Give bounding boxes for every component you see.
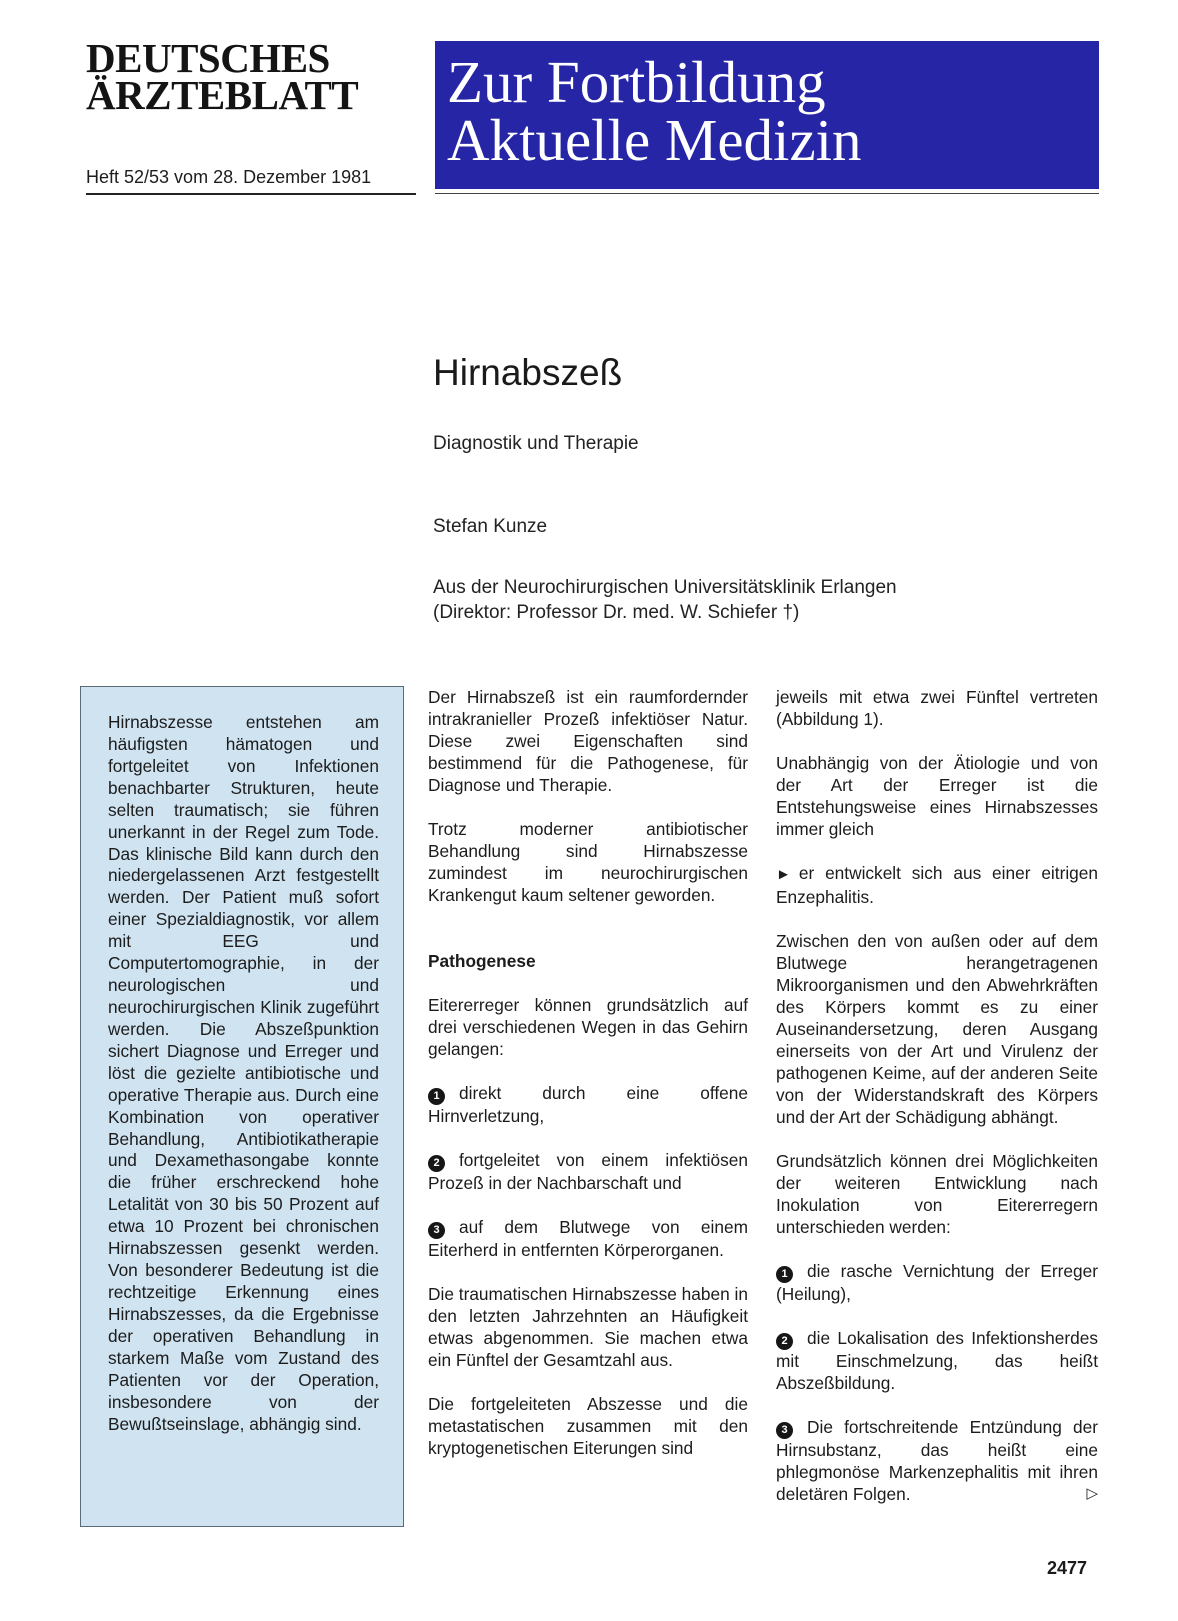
paragraph: Der Hirnabszeß ist ein raumfordernder intrakranieller Prozeß infektiöser Natur. Diese zwei Eigenschaften sind bestimmend für die Pathogenese, für Diagnose und Therapie. (428, 687, 748, 795)
body-column-2 (776, 686, 1098, 1527)
list-item (428, 1149, 748, 1194)
highlight-text: er entwickelt sich aus einer eitrigen Enzephalitis. (776, 863, 1098, 907)
continue-arrow-icon: ▷ (1086, 1485, 1098, 1502)
number-badge-icon: 1 (428, 1088, 445, 1105)
arrow-right-icon: ► (776, 866, 791, 883)
article-author: Stefan Kunze (433, 516, 548, 537)
number-badge-icon: 1 (776, 1266, 793, 1283)
page-number: 2477 (1047, 1558, 1088, 1578)
article-title: Hirnabszeß (433, 352, 623, 393)
journal-logo (86, 35, 416, 118)
list-item-text: die Lokalisation des Infektionsherdes mit Einschmelzung, das heißt Abszeßbildung. (776, 1328, 1098, 1393)
affiliation-line1: Aus der Neurochirurgischen Universitätsklinik Erlangen (433, 577, 897, 598)
header-rule-right (435, 193, 1099, 194)
banner-line1: Zur Fortbildung (447, 49, 826, 115)
list-item-text: Die fortschreitende Entzündung der Hirnsubstanz, das heißt eine phlegmonöse Markenzephalitis mit ihren deletären Folgen. (776, 1417, 1098, 1504)
paragraph: Die traumatischen Hirnabszesse haben in den letzten Jahrzehnten an Häufigkeit etwas abgenommen. Sie machen etwa ein Fünftel der Gesamtzahl aus. (428, 1284, 748, 1370)
article-subtitle: Diagnostik und Therapie (433, 433, 639, 454)
number-badge-icon: 2 (428, 1155, 445, 1172)
banner-line2: Aktuelle Medizin (447, 107, 862, 173)
paragraph: Die fortgeleiteten Abszesse und die metastatischen zusammen mit den kryptogenetischen Eiterungen sind (428, 1394, 748, 1458)
issue-info: Heft 52/53 vom 28. Dezember 1981 (86, 167, 372, 187)
affiliation-line2: (Direktor: Professor Dr. med. W. Schiefer †) (433, 602, 800, 623)
abstract-box (80, 686, 404, 1527)
body-column-1 (428, 686, 748, 1481)
list-item (776, 1327, 1098, 1394)
abstract-text: Hirnabszesse entstehen am häufigsten hämatogen und fortgeleitet von Infektionen benachbarter Strukturen, heute selten traumatisch; sie führen unerkannt in der Regel zum Tode. Das klinische Bild kann durch den niedergelassenen Arzt festgestellt werden. Der Patient muß sofort einer Spezialdiagnostik, vor allem mit EEG und Computertomographie, in der neurologischen und neurochirurgischen Klinik zugeführt werden. Die Abszeßpunktion sichert Diagnose und Erreger und löst die gezielte antibiotische und operative Therapie aus. Durch eine Kombination von operativer Behandlung, Antibiotikatherapie und Dexamethasongabe konnte die früher erschreckend hohe Letalität von 30 bis 50 Prozent auf etwa 10 Prozent bei chronischen Hirnabszessen gesenkt werden. Von besonderer Bedeutung ist die rechtzeitige Erkennung eines Hirnabszesses, da die Ergebnisse der operativen Behandlung in starkem Maße vom Zustand des Patienten vor der Operation, insbesondere von der Bewußtseinslage, abhängig sind. (108, 712, 379, 1434)
paragraph: Eitererreger können grundsätzlich auf drei verschiedenen Wegen in das Gehirn gelangen: (428, 995, 748, 1059)
number-badge-icon: 3 (428, 1222, 445, 1239)
list-item (428, 1216, 748, 1261)
journal-name-line1: DEUTSCHES (86, 35, 330, 81)
list-item (428, 1082, 748, 1127)
section-heading: Pathogenese (428, 951, 536, 971)
number-badge-icon: 2 (776, 1333, 793, 1350)
list-item-text: direkt durch eine offene Hirnverletzung, (428, 1083, 748, 1126)
number-badge-icon: 3 (776, 1422, 793, 1439)
section-banner (435, 41, 1099, 189)
header-rule-left (86, 193, 416, 195)
journal-name-line2: ÄRZTEBLATT (86, 72, 359, 118)
list-item (776, 1416, 1098, 1505)
list-item (776, 1260, 1098, 1305)
paragraph: Unabhängig von der Ätiologie und von der Art der Erreger ist die Entstehungsweise eines Hirnabszesses immer gleich (776, 753, 1098, 839)
highlight-item (776, 862, 1098, 908)
paragraph: Zwischen den von außen oder auf dem Blutwege herangetragenen Mikroorganismen und den Abwehrkräften des Körpers kommt es zu einer Auseinandersetzung, deren Ausgang einerseits von der Art und Virulenz der pathogenen Keime, auf der anderen Seite von der Widerstandskraft des Körpers und der Art der Schädigung abhängt. (776, 931, 1098, 1127)
paragraph: Grundsätzlich können drei Möglichkeiten der weiteren Entwicklung nach Inokulation von Eitererregern unterschieden werden: (776, 1151, 1098, 1237)
list-item-text: auf dem Blutwege von einem Eiterherd in entfernten Körperorganen. (428, 1217, 748, 1260)
list-item-text: fortgeleitet von einem infektiösen Prozeß in der Nachbarschaft und (428, 1150, 748, 1193)
list-item-text: die rasche Vernichtung der Erreger (Heilung), (776, 1261, 1098, 1304)
article-affiliation (433, 575, 897, 625)
paragraph: jeweils mit etwa zwei Fünftel vertreten (Abbildung 1). (776, 687, 1098, 729)
paragraph: Trotz moderner antibiotischer Behandlung sind Hirnabszesse zumindest im neurochirurgischen Krankengut kaum seltener geworden. (428, 819, 748, 905)
